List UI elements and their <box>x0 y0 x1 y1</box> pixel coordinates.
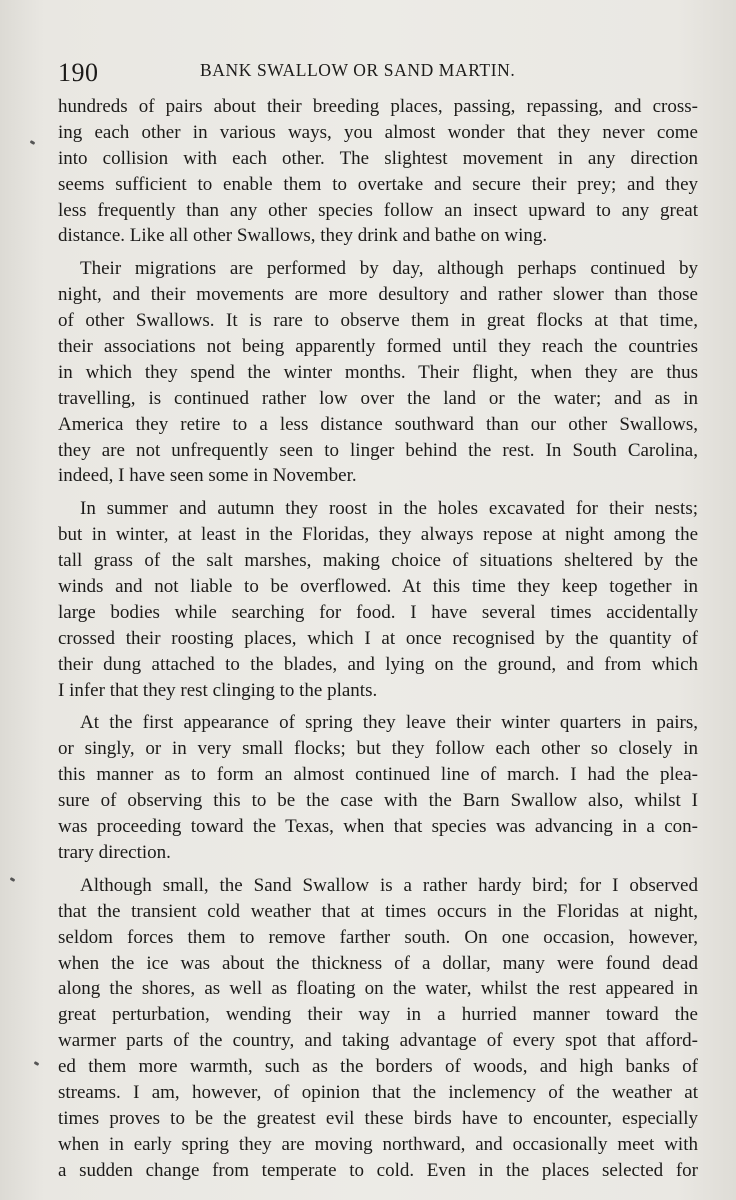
text-line: they are not unfrequently seen to linger behind the rest. In South Carolina, <box>58 439 698 461</box>
text-line: night, and their movements are more desultory and rather slower than those <box>58 284 698 306</box>
text-line: seems sufficient to enable them to overtake and secure their prey; and they <box>58 173 698 195</box>
text-line: their associations not being apparently formed until they reach the countries <box>58 336 698 358</box>
running-head: BANK SWALLOW OR SAND MARTIN. <box>200 60 516 80</box>
text-line: or singly, or in very small flocks; but they follow each other so closely in <box>58 738 698 760</box>
text-line: their dung attached to the blades, and lying on the ground, and from which <box>58 653 698 675</box>
text-line: winds and not liable to be overflowed. At this time they keep together in <box>58 576 698 598</box>
text-line: that the transient cold weather that at times occurs in the Floridas at night, <box>58 900 698 922</box>
text-line: ing each other in various ways, you almost wonder that they never come <box>58 121 698 143</box>
text-line: seldom forces them to remove farther south. On one occasion, however, <box>58 926 698 948</box>
text-line: but in winter, at least in the Floridas, they always repose at night among the <box>58 524 698 546</box>
paragraph <box>58 496 698 703</box>
text-line: tall grass of the salt marshes, making choice of situations sheltered by the <box>58 550 698 572</box>
paragraph <box>58 94 698 249</box>
text-line: when in early spring they are moving northward, and occasionally meet with <box>58 1133 698 1155</box>
text-line: into collision with each other. The slightest movement in any direction <box>58 147 698 169</box>
text-line: was proceeding toward the Texas, when that species was advancing in a con- <box>58 816 698 838</box>
body-text <box>58 94 698 1191</box>
paragraph <box>58 873 698 1184</box>
text-line: less frequently than any other species follow an insect upward to any great <box>58 199 698 221</box>
text-line: I infer that they rest clinging to the plants. <box>58 679 378 701</box>
text-line: a sudden change from temperate to cold. Even in the places selected for <box>58 1159 698 1181</box>
text-line: trary direction. <box>58 841 171 863</box>
page-header <box>58 56 698 90</box>
text-line: streams. I am, however, of opinion that the inclemency of the weather at <box>58 1081 698 1103</box>
ink-speck <box>34 1061 40 1066</box>
ink-speck <box>10 877 16 882</box>
text-line: in which they spend the winter months. Their flight, when they are thus <box>58 361 698 383</box>
text-line: indeed, I have seen some in November. <box>58 465 357 487</box>
text-line: Although small, the Sand Swallow is a rather hardy bird; for I observed <box>80 874 698 896</box>
text-line: crossed their roosting places, which I at once recognised by the quantity of <box>58 627 698 649</box>
text-line: Their migrations are performed by day, although perhaps continued by <box>80 258 698 280</box>
text-line: At the first appearance of spring they leave their winter quarters in pairs, <box>80 712 698 734</box>
ink-speck <box>30 140 36 145</box>
page-number: 190 <box>58 58 99 87</box>
paragraph <box>58 710 698 865</box>
text-line: hundreds of pairs about their breeding places, passing, repassing, and cross- <box>58 96 698 117</box>
text-line: America they retire to a less distance southward than our other Swallows, <box>58 413 698 435</box>
text-line: In summer and autumn they roost in the holes excavated for their nests; <box>80 498 698 520</box>
paragraph <box>58 256 698 489</box>
text-line: sure of observing this to be the case with the Barn Swallow also, whilst I <box>58 790 698 812</box>
text-line: when the ice was about the thickness of a dollar, many were found dead <box>58 952 698 974</box>
text-line: distance. Like all other Swallows, they drink and bathe on wing. <box>58 225 548 247</box>
text-line: large bodies while searching for food. I have several times accidentally <box>58 601 698 623</box>
text-line: of other Swallows. It is rare to observe them in great flocks at that time, <box>58 310 698 332</box>
text-line: ed them more warmth, such as the borders of woods, and high banks of <box>58 1056 698 1078</box>
text-line: great perturbation, wending their way in a hurried manner toward the <box>58 1004 698 1026</box>
text-line: times proves to be the greatest evil these birds have to encounter, especially <box>58 1107 698 1129</box>
text-line: travelling, is continued rather low over the land or the water; and as in <box>58 387 698 409</box>
text-line: warmer parts of the country, and taking advantage of every spot that afford- <box>58 1030 698 1052</box>
text-line: this manner as to form an almost continued line of march. I had the plea- <box>58 764 698 786</box>
text-line: along the shores, as well as floating on the water, whilst the rest appeared in <box>58 978 698 1000</box>
